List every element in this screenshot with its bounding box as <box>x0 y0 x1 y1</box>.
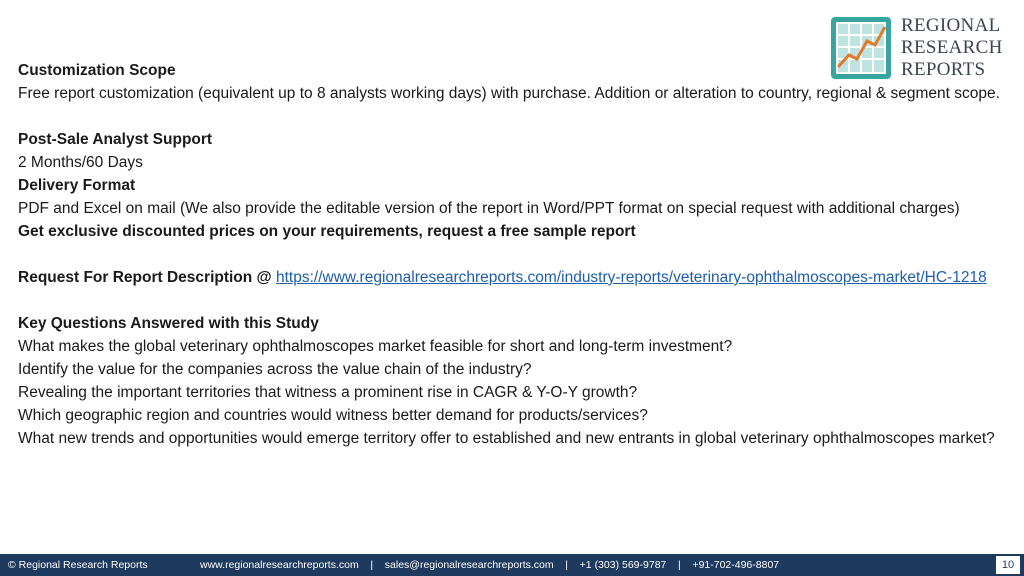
footer-copyright: © Regional Research Reports <box>8 559 148 571</box>
delivery-text: PDF and Excel on mail (We also provide the editable version of the report in Word/PPT format on special request with additional charges) <box>18 200 960 217</box>
logo-line-2: RESEARCH <box>901 37 1003 58</box>
request-line <box>18 266 1008 289</box>
question-item: What new trends and opportunities would emerge territory offer to established and new entrants in global veterinary ophthalmoscopes market? <box>18 430 995 447</box>
footer-contact: www.regionalresearchreports.com | sales@regionalresearchreports.com | +1 (303) 569-9787 | +91-702-496-8807 <box>200 559 780 571</box>
logo-line-3: REPORTS <box>901 59 986 80</box>
report-url-link[interactable]: https://www.regionalresearchreports.com/industry-reports/veterinary-ophthalmoscopes-market/HC-1218 <box>275 269 987 286</box>
questions-heading: Key Questions Answered with this Study <box>18 315 319 332</box>
support-heading: Post-Sale Analyst Support <box>18 131 213 148</box>
discount-text: Get exclusive discounted prices on your requirements, request a free sample report <box>18 223 636 240</box>
slide-content <box>18 59 1008 450</box>
delivery-heading: Delivery Format <box>18 177 136 194</box>
question-item: Identify the value for the companies across the value chain of the industry? <box>18 361 532 378</box>
footer-bar <box>0 554 1024 576</box>
question-item: What makes the global veterinary ophthalmoscopes market feasible for short and long-term investment? <box>18 338 733 355</box>
question-item: Which geographic region and countries would witness better demand for products/services? <box>18 407 648 424</box>
logo-line-1: REGIONAL <box>901 15 1001 36</box>
page-number: 10 <box>996 556 1020 574</box>
customization-heading: Customization Scope <box>18 62 176 79</box>
customization-text: Free report customization (equivalent up to 8 analysts working days) with purchase. Addition or alteration to country, regional & segment scope. <box>18 85 1000 102</box>
question-item: Revealing the important territories that witness a prominent rise in CAGR & Y-O-Y growth? <box>18 384 638 401</box>
request-label: Request For Report Description @ <box>18 269 276 286</box>
support-text: 2 Months/60 Days <box>18 154 143 171</box>
